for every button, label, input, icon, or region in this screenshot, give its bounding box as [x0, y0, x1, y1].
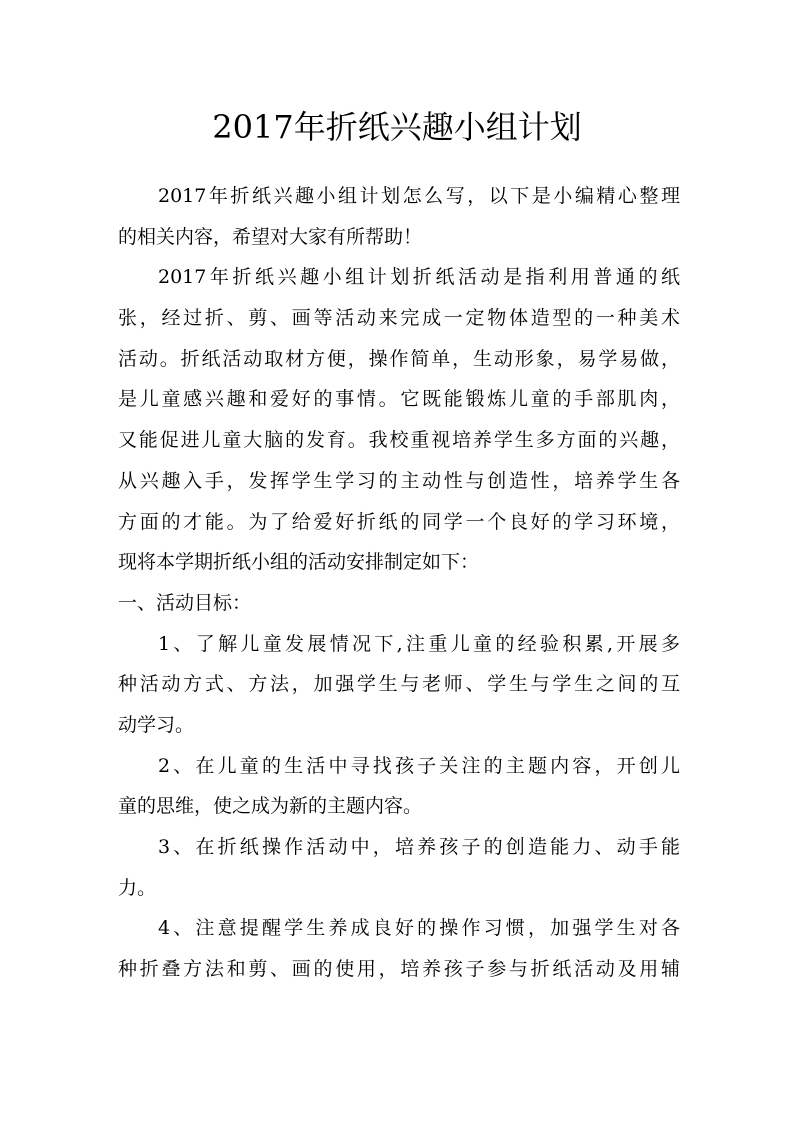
paragraph-line: 张，经过折、剪、画等活动来完成一定物体造型的一种美术	[118, 307, 680, 330]
paragraph-line: 1、了解儿童发展情况下,注重儿童的经验积累,开展多	[158, 632, 680, 655]
paragraph-line: 方面的才能。为了给爱好折纸的同学一个良好的学习环境，	[118, 510, 680, 533]
paragraph-line: 活动。折纸活动取材方便，操作简单，生动形象，易学易做，	[118, 347, 680, 370]
paragraph-line: 种折叠方法和剪、画的使用，培养孩子参与折纸活动及用辅	[118, 958, 680, 981]
paragraph-line: 2017年折纸兴趣小组计划折纸活动是指利用普通的纸	[158, 266, 680, 289]
section-heading: 一、活动目标：	[118, 591, 252, 614]
paragraph-line: 2017年折纸兴趣小组计划怎么写，以下是小编精心整理	[158, 185, 680, 207]
paragraph-line: 是儿童感兴趣和爱好的事情。它既能锻炼儿童的手部肌肉，	[118, 388, 680, 411]
paragraph-line: 种活动方式、方法，加强学生与老师、学生与学生之间的互	[118, 673, 680, 696]
paragraph-line: 又能促进儿童大脑的发育。我校重视培养学生多方面的兴趣，	[118, 429, 680, 452]
document-title: 2017年折纸兴趣小组计划	[212, 108, 582, 146]
paragraph-line: 童的思维，使之成为新的主题内容。	[118, 795, 423, 818]
paragraph-line: 从兴趣入手，发挥学生学习的主动性与创造性，培养学生各	[118, 469, 680, 492]
paragraph-line: 4、注意提醒学生养成良好的操作习惯，加强学生对各	[158, 917, 680, 940]
document-body	[118, 176, 680, 990]
paragraph-line: 现将本学期折纸小组的活动安排制定如下：	[118, 551, 480, 574]
paragraph-line: 3、在折纸操作活动中，培养孩子的创造能力、动手能	[158, 836, 680, 858]
paragraph-line: 动学习。	[118, 713, 195, 736]
paragraph-line: 2、在儿童的生活中寻找孩子关注的主题内容，开创儿	[158, 754, 680, 777]
paragraph-line: 力。	[118, 876, 157, 899]
paragraph-line: 的相关内容，希望对大家有所帮助！	[118, 225, 423, 248]
